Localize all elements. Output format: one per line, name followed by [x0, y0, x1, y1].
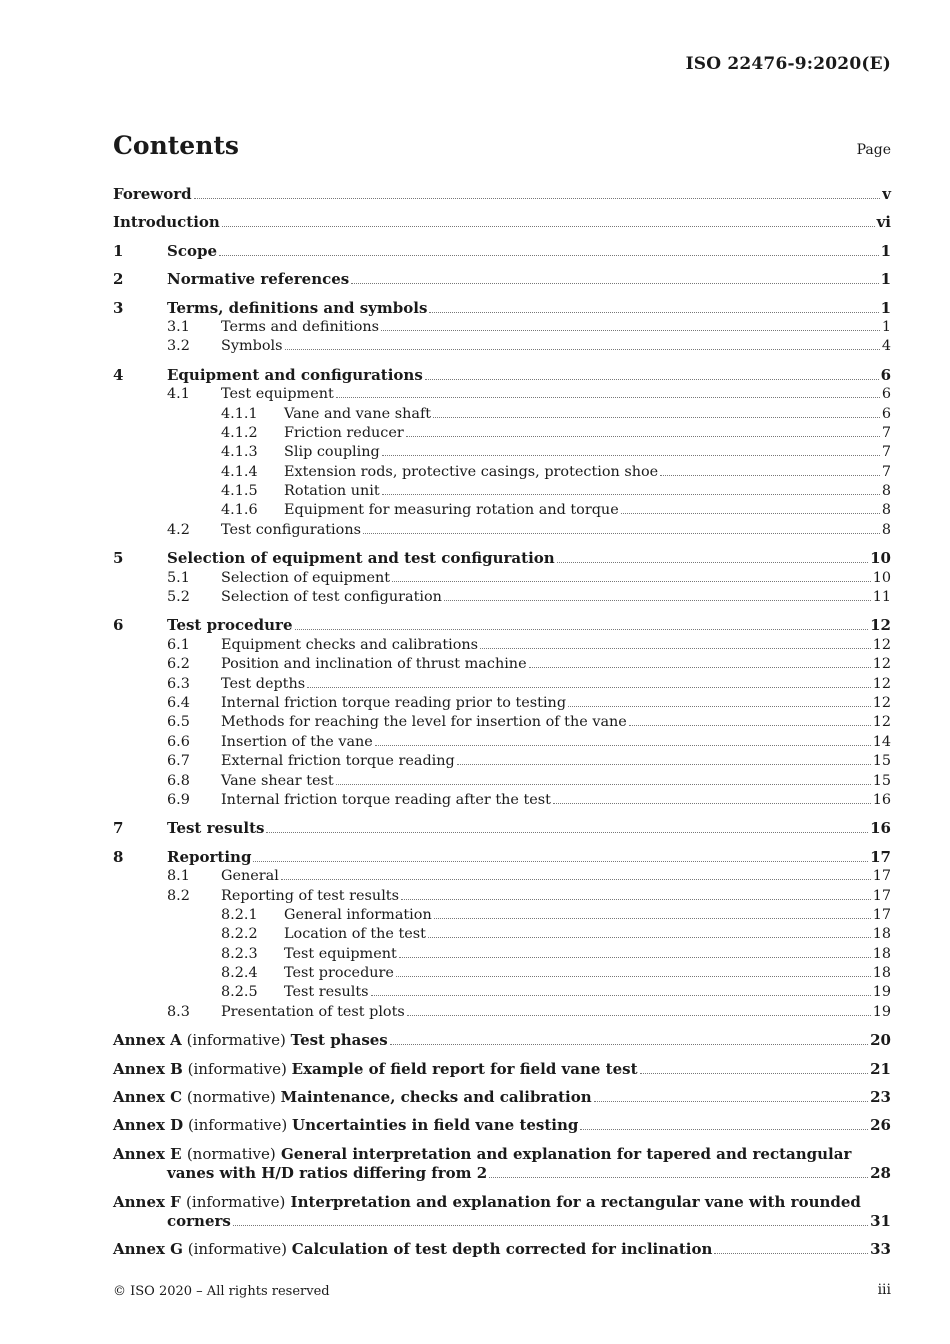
toc-entry-page: v: [882, 185, 891, 203]
toc-dot-leader: [281, 879, 871, 880]
toc-entry-page: 16: [872, 791, 891, 808]
toc-entry-title: Insertion of the vane: [221, 733, 373, 750]
toc-entry-page: 21: [870, 1059, 891, 1078]
annex-title: Uncertainties in field vane testing: [292, 1116, 579, 1135]
toc-dot-leader: [336, 784, 871, 785]
toc-entry-title: Test results: [167, 819, 265, 838]
toc-entry-number: 4.1.4: [221, 463, 258, 480]
toc-dot-leader: [434, 918, 871, 919]
toc-entry[interactable]: [113, 318, 891, 337]
toc-entry-title: Reporting: [167, 847, 252, 866]
toc-entry-page: 33: [870, 1240, 891, 1259]
toc-entry-number: 7: [113, 819, 124, 838]
toc-entry[interactable]: [113, 733, 891, 752]
toc-annex-heading: [113, 1031, 388, 1050]
toc-annex-line: [113, 1145, 891, 1164]
toc-entry-page: 12: [870, 616, 891, 635]
page-header-doc-id: ISO 22476-9:2020(E): [685, 54, 891, 74]
toc-entry-title: Selection of equipment: [221, 569, 391, 586]
toc-entry-number: 8.2.5: [221, 984, 258, 1001]
toc-entry-number: 6.8: [167, 772, 190, 789]
toc-dot-leader: [382, 455, 880, 456]
toc-entry-page: 17: [872, 906, 891, 923]
toc-entry[interactable]: [113, 385, 891, 404]
toc-dot-leader: [568, 706, 871, 707]
toc-entry-title: Friction reducer: [284, 424, 404, 441]
toc-entry-title: Symbols: [221, 338, 283, 355]
toc-dot-leader: [621, 513, 880, 514]
toc-dot-leader: [407, 1015, 871, 1016]
toc-entry-title: Presentation of test plots: [221, 1003, 405, 1020]
toc-entry-page: 7: [881, 463, 891, 480]
toc-entry-number: 4.1.3: [221, 444, 258, 461]
toc-entry-page: 20: [870, 1031, 891, 1050]
toc-entry-number: 6: [113, 616, 124, 635]
toc-annex-line: [113, 1164, 891, 1183]
toc-entry-title: Foreword: [113, 185, 192, 203]
toc-entry-title: Vane and vane shaft: [284, 405, 432, 422]
toc-entry-title: Location of the test: [284, 926, 426, 943]
toc-dot-leader: [480, 648, 871, 649]
toc-entry-number: 3: [113, 298, 124, 317]
toc-entry[interactable]: [113, 299, 891, 318]
toc-entry-number: 3.1: [167, 318, 190, 335]
toc-entry[interactable]: [113, 443, 891, 462]
toc-annex-line: [113, 1212, 891, 1231]
toc-annex-entry[interactable]: [113, 1240, 891, 1259]
toc-entry-number: 8: [113, 847, 124, 866]
toc-entry-title: Reporting of test results: [221, 887, 399, 904]
toc-entry-page: 10: [872, 569, 891, 586]
annex-title: Maintenance, checks and calibration: [280, 1088, 592, 1107]
toc-entry-title: Test procedure: [167, 616, 293, 635]
toc-dot-leader: [428, 937, 871, 938]
toc-entry-page: 7: [881, 444, 891, 461]
toc-dot-leader: [253, 861, 868, 862]
toc-entry[interactable]: [113, 819, 891, 838]
toc-dot-leader: [285, 349, 880, 350]
toc-dot-leader: [629, 725, 871, 726]
annex-label: Annex G: [113, 1240, 183, 1259]
toc-entry-number: 4.1.6: [221, 502, 258, 519]
toc-entry[interactable]: [113, 906, 891, 925]
toc-dot-leader: [557, 562, 868, 563]
page-column-label: Page: [856, 142, 891, 158]
toc-entry[interactable]: [113, 405, 891, 424]
toc-entry-title: External friction torque reading: [221, 753, 455, 770]
toc-entry-page: 12: [872, 714, 891, 731]
toc-entry-title: Test configurations: [221, 521, 361, 538]
toc-entry-page: 1: [880, 270, 891, 289]
toc-dot-leader: [580, 1129, 868, 1130]
toc-entry[interactable]: [113, 1003, 891, 1022]
toc-dot-leader: [351, 283, 878, 284]
toc-entry-number: 2: [113, 270, 124, 289]
toc-dot-leader: [390, 1044, 868, 1045]
toc-entry-number: 8.3: [167, 1003, 190, 1020]
annex-label: Annex D: [113, 1116, 184, 1135]
toc-entry-page: 15: [872, 772, 891, 789]
toc-dot-leader: [429, 312, 878, 313]
toc-entry-title: Normative references: [167, 270, 350, 289]
toc-entry-title: Extension rods, protective casings, protection shoe: [284, 463, 659, 480]
toc-entry[interactable]: [113, 848, 891, 867]
toc-entry[interactable]: [113, 185, 891, 204]
toc-dot-leader: [392, 581, 871, 582]
toc-dot-leader: [714, 1253, 868, 1254]
annex-type: (normative): [186, 1088, 276, 1107]
toc-entry-number: 8.2: [167, 887, 190, 904]
toc-dot-leader: [336, 397, 880, 398]
toc-entry-number: 4.1.2: [221, 424, 258, 441]
toc-entry-title: Test depths: [221, 675, 306, 692]
table-of-contents: [113, 185, 891, 1260]
toc-entry-number: 4.1.5: [221, 483, 258, 500]
toc-entry-number: 6.6: [167, 733, 190, 750]
toc-entry-title: Introduction: [113, 213, 220, 232]
annex-title: Calculation of test depth corrected for inclination: [291, 1240, 713, 1259]
toc-entry-number: 1: [113, 241, 124, 260]
toc-entry-page: 15: [872, 753, 891, 770]
toc-entry-title: Selection of equipment and test configuration: [167, 549, 555, 568]
toc-entry[interactable]: [113, 501, 891, 520]
toc-dot-leader: [406, 436, 880, 437]
annex-title: Test phases: [290, 1031, 388, 1050]
toc-entry-page: 16: [870, 819, 891, 838]
toc-entry-page: 18: [872, 926, 891, 943]
toc-entry[interactable]: [113, 337, 891, 356]
toc-entry-title: Equipment for measuring rotation and torque: [284, 502, 619, 519]
toc-entry-page: 26: [870, 1116, 891, 1135]
toc-entry-number: 5: [113, 549, 124, 568]
annex-type: (informative): [187, 1240, 288, 1259]
toc-dot-leader: [307, 687, 871, 688]
toc-dot-leader: [489, 1177, 868, 1178]
toc-entry-page: 4: [881, 338, 891, 355]
toc-entry-number: 8.2.1: [221, 906, 258, 923]
toc-entry[interactable]: [113, 945, 891, 964]
toc-annex-entry[interactable]: [113, 1031, 891, 1050]
annex-type: (informative): [186, 1031, 286, 1050]
toc-entry[interactable]: [113, 636, 891, 655]
toc-entry-title: Equipment checks and calibrations: [221, 636, 479, 653]
toc-dot-leader: [371, 995, 871, 996]
toc-entry[interactable]: [113, 521, 891, 540]
toc-entry-page: 28: [870, 1164, 891, 1183]
toc-entry-title: General: [221, 868, 279, 885]
toc-entry-page: 8: [881, 483, 891, 500]
toc-dot-leader: [457, 764, 871, 765]
footer-copyright: © ISO 2020 – All rights reserved: [113, 1284, 330, 1299]
toc-entry-number: 6.9: [167, 791, 190, 808]
toc-entry-page: 19: [872, 1003, 891, 1020]
annex-title-continued: corners: [167, 1212, 231, 1231]
toc-entry[interactable]: [113, 752, 891, 771]
toc-dot-leader: [219, 255, 879, 256]
toc-dot-leader: [194, 198, 881, 199]
toc-entry[interactable]: [113, 887, 891, 906]
toc-dot-leader: [233, 1225, 868, 1226]
annex-type: (normative): [186, 1144, 276, 1163]
toc-entry-number: 8.2.4: [221, 965, 258, 982]
toc-entry-page: 19: [872, 984, 891, 1001]
toc-entry-title: Selection of test configuration: [221, 589, 442, 606]
toc-entry-title: Internal friction torque reading after the test: [221, 791, 551, 808]
toc-entry-number: 6.1: [167, 636, 190, 653]
toc-entry-number: 4.1.1: [221, 405, 258, 422]
toc-entry-title: General information: [284, 906, 432, 923]
toc-entry-title: Equipment and configurations: [167, 365, 423, 384]
annex-type: (informative): [186, 1192, 286, 1211]
toc-annex-entry[interactable]: [113, 1193, 891, 1232]
toc-entry[interactable]: [113, 569, 891, 588]
toc-dot-leader: [433, 417, 880, 418]
toc-entry-number: 8.2.2: [221, 926, 258, 943]
annex-label: Annex F: [113, 1192, 181, 1211]
toc-dot-leader: [660, 475, 880, 476]
toc-entry-page: 12: [872, 694, 891, 711]
toc-entry[interactable]: [113, 616, 891, 635]
toc-entry-title: Test equipment: [284, 945, 397, 962]
annex-title: Interpretation and explanation for a rectangular vane with rounded: [290, 1192, 861, 1211]
toc-entry-page: 17: [870, 847, 891, 866]
toc-entry-page: 7: [881, 424, 891, 441]
toc-entry-number: 6.5: [167, 714, 190, 731]
toc-entry-page: 17: [872, 887, 891, 904]
toc-dot-leader: [375, 745, 871, 746]
toc-entry-page: 11: [872, 589, 891, 606]
toc-entry-page: 17: [872, 868, 891, 885]
toc-annex-heading: [113, 1116, 578, 1135]
toc-entry[interactable]: [113, 655, 891, 674]
toc-entry-page: 18: [872, 965, 891, 982]
footer-page-number: iii: [877, 1282, 891, 1298]
annex-title-continued: vanes with H/D ratios differing from 2: [167, 1164, 488, 1183]
toc-annex-entry[interactable]: [113, 1060, 891, 1079]
toc-entry-page: 8: [881, 521, 891, 538]
toc-dot-leader: [363, 533, 880, 534]
toc-entry-number: 3.2: [167, 338, 190, 355]
toc-entry-title: Slip coupling: [284, 444, 380, 461]
toc-entry-page: 31: [870, 1212, 891, 1231]
toc-entry-number: 5.2: [167, 589, 190, 606]
toc-annex-heading: [113, 1060, 638, 1079]
toc-dot-leader: [553, 803, 871, 804]
page-title: Contents: [113, 131, 240, 160]
toc-entry[interactable]: [113, 270, 891, 289]
toc-dot-leader: [382, 494, 880, 495]
toc-entry-page: vi: [876, 213, 891, 232]
toc-entry-page: 12: [872, 656, 891, 673]
toc-annex-entry[interactable]: [113, 1116, 891, 1135]
toc-dot-leader: [529, 667, 871, 668]
toc-entry-page: 1: [880, 241, 891, 260]
toc-entry-page: 23: [870, 1088, 891, 1107]
annex-type: (informative): [187, 1059, 287, 1078]
toc-annex-heading: [113, 1088, 592, 1107]
toc-entry[interactable]: [113, 964, 891, 983]
toc-annex-line: [113, 1193, 891, 1212]
toc-annex-entry[interactable]: [113, 1088, 891, 1107]
toc-entry-number: 6.4: [167, 694, 190, 711]
toc-entry[interactable]: [113, 424, 891, 443]
toc-entry[interactable]: [113, 482, 891, 501]
toc-entry[interactable]: [113, 366, 891, 385]
toc-entry[interactable]: [113, 791, 891, 810]
toc-entry[interactable]: [113, 463, 891, 482]
toc-entry[interactable]: [113, 867, 891, 886]
annex-label: Annex A: [113, 1031, 182, 1050]
toc-entry-number: 6.2: [167, 656, 190, 673]
toc-dot-leader: [381, 330, 880, 331]
toc-entry-title: Terms and definitions: [221, 318, 380, 335]
toc-dot-leader: [399, 957, 871, 958]
toc-entry-page: 6: [881, 405, 891, 422]
annex-title: General interpretation and explanation for tapered and rectangular: [280, 1144, 852, 1163]
toc-entry-number: 8.1: [167, 868, 190, 885]
toc-entry-number: 5.1: [167, 569, 190, 586]
toc-entry-page: 6: [881, 386, 891, 403]
toc-annex-entry[interactable]: [113, 1145, 891, 1184]
toc-entry-title: Rotation unit: [284, 483, 380, 500]
toc-dot-leader: [295, 629, 869, 630]
toc-dot-leader: [266, 832, 868, 833]
annex-type: (informative): [187, 1116, 288, 1135]
annex-label: Annex B: [113, 1059, 183, 1078]
toc-entry-page: 10: [870, 549, 891, 568]
annex-title: Example of field report for field vane test: [291, 1059, 638, 1078]
annex-label: Annex C: [113, 1088, 183, 1107]
toc-dot-leader: [425, 379, 879, 380]
toc-entry[interactable]: [113, 925, 891, 944]
toc-entry[interactable]: [113, 242, 891, 261]
toc-entry-title: Scope: [167, 241, 218, 260]
toc-entry[interactable]: [113, 713, 891, 732]
toc-dot-leader: [640, 1073, 869, 1074]
toc-entry[interactable]: [113, 549, 891, 568]
toc-entry-number: 4: [113, 365, 124, 384]
toc-dot-leader: [444, 600, 871, 601]
toc-entry-title: Methods for reaching the level for insertion of the vane: [221, 714, 627, 731]
toc-entry[interactable]: [113, 213, 891, 232]
toc-entry-page: 8: [881, 502, 891, 519]
toc-entry-page: 12: [872, 636, 891, 653]
toc-entry[interactable]: [113, 772, 891, 791]
toc-entry-number: 8.2.3: [221, 945, 258, 962]
toc-entry-page: 12: [872, 675, 891, 692]
toc-entry-title: Position and inclination of thrust machine: [221, 656, 527, 673]
toc-entry-title: Vane shear test: [221, 772, 334, 789]
toc-entry-title: Test results: [284, 984, 369, 1001]
toc-dot-leader: [594, 1101, 868, 1102]
toc-entry[interactable]: [113, 983, 891, 1002]
toc-entry[interactable]: [113, 588, 891, 607]
toc-dot-leader: [222, 226, 875, 227]
toc-entry-page: 1: [881, 318, 891, 335]
toc-entry-page: 1: [880, 298, 891, 317]
toc-dot-leader: [401, 899, 871, 900]
toc-entry-title: Internal friction torque reading prior to testing: [221, 694, 567, 711]
toc-annex-heading: [113, 1240, 712, 1259]
toc-entry-title: Test procedure: [284, 965, 394, 982]
toc-entry-number: 4.2: [167, 521, 190, 538]
toc-entry-number: 6.7: [167, 753, 190, 770]
toc-entry-page: 14: [872, 733, 891, 750]
toc-entry[interactable]: [113, 694, 891, 713]
toc-dot-leader: [396, 976, 871, 977]
toc-entry[interactable]: [113, 675, 891, 694]
toc-entry-title: Test equipment: [221, 386, 334, 403]
toc-entry-page: 18: [872, 945, 891, 962]
toc-entry-page: 6: [880, 365, 891, 384]
toc-entry-number: 6.3: [167, 675, 190, 692]
annex-label: Annex E: [113, 1144, 182, 1163]
toc-entry-number: 4.1: [167, 386, 190, 403]
toc-entry-title: Terms, definitions and symbols: [167, 298, 428, 317]
